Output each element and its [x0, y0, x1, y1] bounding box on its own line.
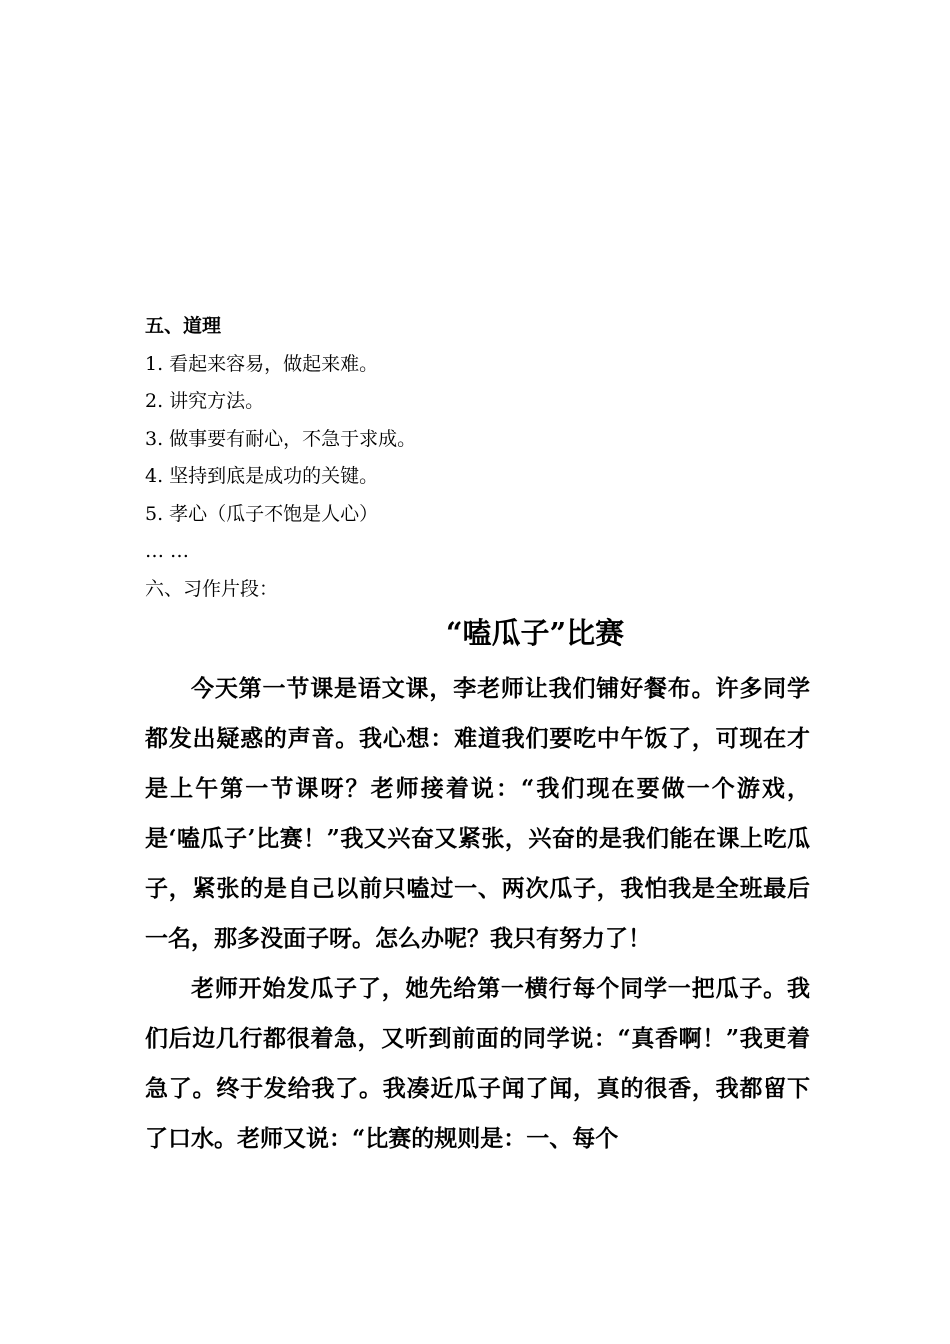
section-five-heading: 五、道理 — [145, 315, 222, 337]
section-six-heading: 六、习作片段： — [145, 577, 279, 600]
list-item: 1. 看起来容易，做起来难。 — [145, 352, 379, 375]
list-item: 5. 孝心（瓜子不饱是人心） — [145, 502, 379, 525]
list-item: 4. 坚持到底是成功的关键。 — [145, 465, 379, 487]
essay-paragraph: 今天第一节课是语文课，李老师让我们铺好餐布。许多同学都发出疑惑的声音。我心想：难道我们要吃中午饭了，可现在才是上午第一节课呀？老师接着说：“我们现在要做一个游戏，是‘嗑瓜子’比赛！”我又兴奋又紧张，兴奋的是我们能在课上吃瓜子，紧张的是自己以前只嗑过一、两次瓜子，我怕我是全班最后一名，那多没面子呀。怎么办呢？我只有努力了！ — [145, 675, 810, 952]
outline-section — [145, 308, 825, 608]
list-item: 3. 做事要有耐心，不急于求成。 — [145, 427, 417, 450]
ellipsis: … … — [145, 540, 190, 562]
essay-title: “嗑瓜子”比赛 — [445, 616, 625, 650]
list-item: 2. 讲究方法。 — [145, 390, 265, 412]
essay-body — [145, 664, 810, 1164]
essay-paragraph: 老师开始发瓜子了，她先给第一横行每个同学一把瓜子。我们后边几行都很着急，又听到前面的同学说：“真香啊！”我更着急了。终于发给我了。我凑近瓜子闻了闻，真的很香，我都留下了口水。老师又说：“比赛的规则是：一、每个 — [145, 975, 810, 1152]
